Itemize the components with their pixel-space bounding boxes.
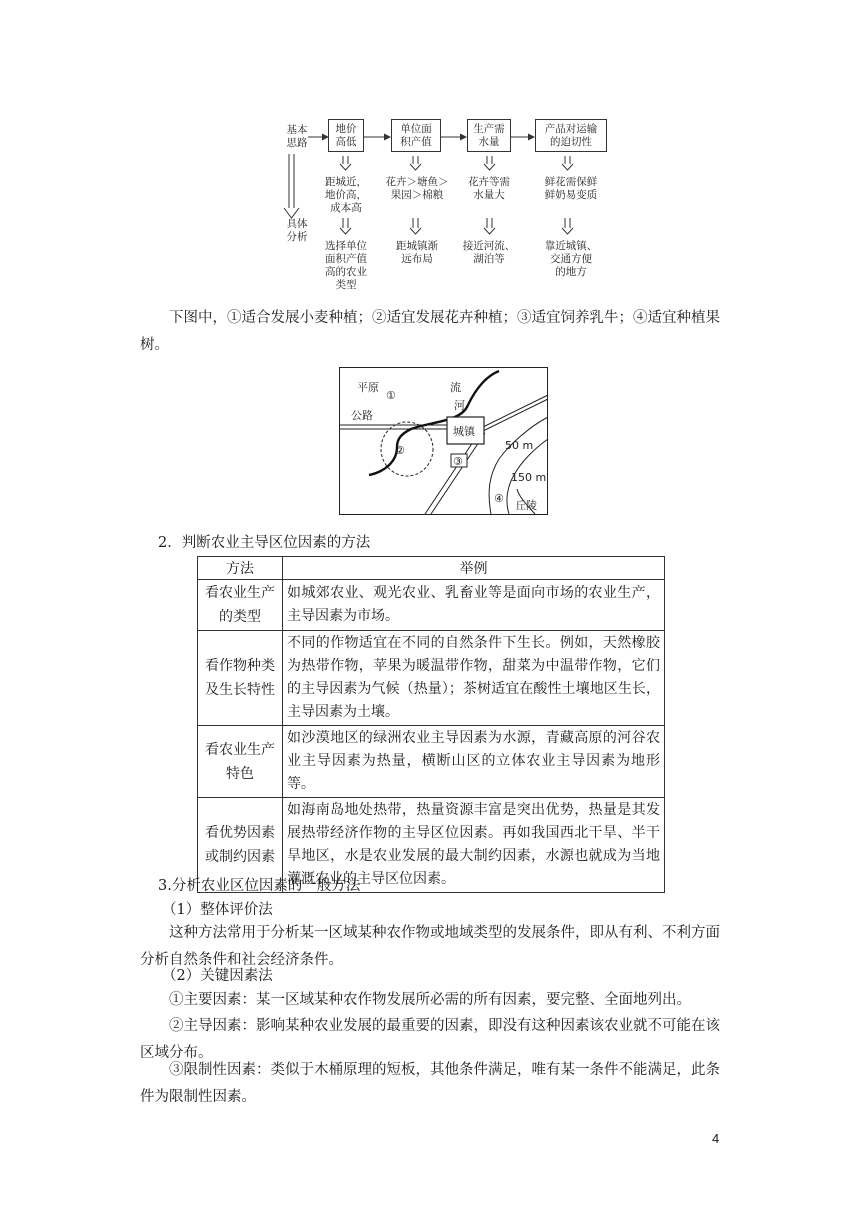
flow-result-water-demand: 接近河流、 湖泊等 (462, 240, 516, 265)
flow-detail-water-demand: 花卉等需 水量大 (468, 176, 510, 201)
table-cell-method: 看农业生产的类型 (198, 580, 283, 631)
marker-2: ② (395, 444, 405, 457)
section3-sub1: （1）整体评价法 (162, 902, 273, 918)
label-road: 公路 (351, 409, 373, 422)
marker-1: ① (386, 389, 396, 402)
section3-paragraph-4: ③限制性因素：类似于木桶原理的短板，其他条件满足，唯有某一条件不能满足，此条件为限制性因素。 (140, 1062, 720, 1105)
flow-detail-transport-urgency: 鲜花需保鲜 鲜奶易变质 (544, 176, 598, 201)
marker-4: ④ (494, 492, 504, 505)
label-hill: 丘陵 (515, 499, 537, 512)
flow-result-transport-urgency: 靠近城镇、 交通方便 的地方 (544, 240, 598, 278)
table-cell-method: 看农业生产特色 (198, 726, 283, 798)
table-cell-method: 看优势因素或制约因素 (198, 798, 283, 893)
table-row (198, 726, 665, 798)
label-town: 城镇 (453, 425, 475, 438)
intro-paragraph: 下图中，①适合发展小麦种植；②适宜发展花卉种植；③适宜饲养乳牛；④适宜种植果树。 (140, 310, 720, 353)
flow-detail-land-price: 距城近， 地价高， 成本高 (325, 176, 367, 214)
table-cell-method: 看作物种类及生长特性 (198, 631, 283, 726)
table-cell-example: 如城郊农业、观光农业、乳畜业等是面向市场的农业生产，主导因素为市场。 (283, 580, 665, 631)
marker-3: ③ (453, 455, 463, 468)
flow-row-specific-label: 具体 分析 (286, 218, 308, 243)
flow-header-output-value: 单位面 积产值 (391, 119, 441, 152)
label-river-1: 流 (450, 381, 461, 394)
page-number: 4 (712, 1131, 720, 1146)
table-row (198, 580, 665, 631)
method-table (197, 556, 665, 893)
label-contour-150: 150 m (511, 471, 547, 484)
flow-header-water-demand: 生产需 水量 (467, 119, 511, 152)
section2-title: 2．判断农业主导区位因素的方法 (158, 535, 371, 551)
section3-paragraph-2: ①主要因素：某一区域某种农作物发展所必需的所有因素，要完整、全面地列出。 (169, 992, 691, 1008)
flow-row-basic-label: 基本 思路 (286, 124, 308, 149)
flow-header-transport-urgency: 产品对运输 的迫切性 (535, 119, 607, 152)
section3-title: 3.分析农业区位因素的一般方法 (158, 878, 361, 894)
table-head-method: 方法 (198, 557, 283, 580)
label-contour-50: 50 m (505, 439, 534, 452)
table-head-example: 举例 (283, 557, 665, 580)
table-header-row (198, 557, 665, 580)
table-cell-example: 如海南岛地处热带，热量资源丰富是突出优势，热量是其发展热带经济作物的主导区位因素。再如我国西北干旱、半干旱地区，水是农业发展的最大制约因素，水源也就成为当地灌溉农业的主导区位因素。 (283, 798, 665, 893)
flow-result-output-value: 距城镇渐 远布局 (396, 240, 438, 265)
label-river-2: 河 (454, 399, 465, 412)
table-row (198, 631, 665, 726)
flow-detail-output-value: 花卉＞塘鱼＞ 果园＞棉粮 (385, 176, 449, 201)
table-cell-example: 如沙漠地区的绿洲农业主导因素为水源，青藏高原的河谷农业主导因素为热量，横断山区的立体农业主导因素为地形等。 (283, 726, 665, 798)
location-map (339, 367, 549, 516)
label-plain: 平原 (357, 381, 379, 394)
section3-sub2: （2）关键因素法 (162, 968, 273, 984)
section3-paragraph-1: 这种方法常用于分析某一区域某种农作物或地域类型的发展条件，即从有利、不利方面分析自然条件和社会经济条件。 (140, 925, 720, 968)
flow-result-land-price: 选择单位 面积产值 高的农业 类型 (325, 240, 367, 291)
table-cell-example: 不同的作物适宜在不同的自然条件下生长。例如，天然橡胶为热带作物，苹果为暖温带作物，甜菜为中温带作物，它们的主导因素为气候（热量）；茶树适宜在酸性土壤地区生长，主导因素为土壤。 (283, 631, 665, 726)
flow-header-land-price: 地价 高低 (328, 119, 364, 152)
section3-paragraph-3: ②主导因素：影响某种农业发展的最重要的因素，即没有这种因素该农业就不可能在该区域分布。 (140, 1018, 720, 1061)
